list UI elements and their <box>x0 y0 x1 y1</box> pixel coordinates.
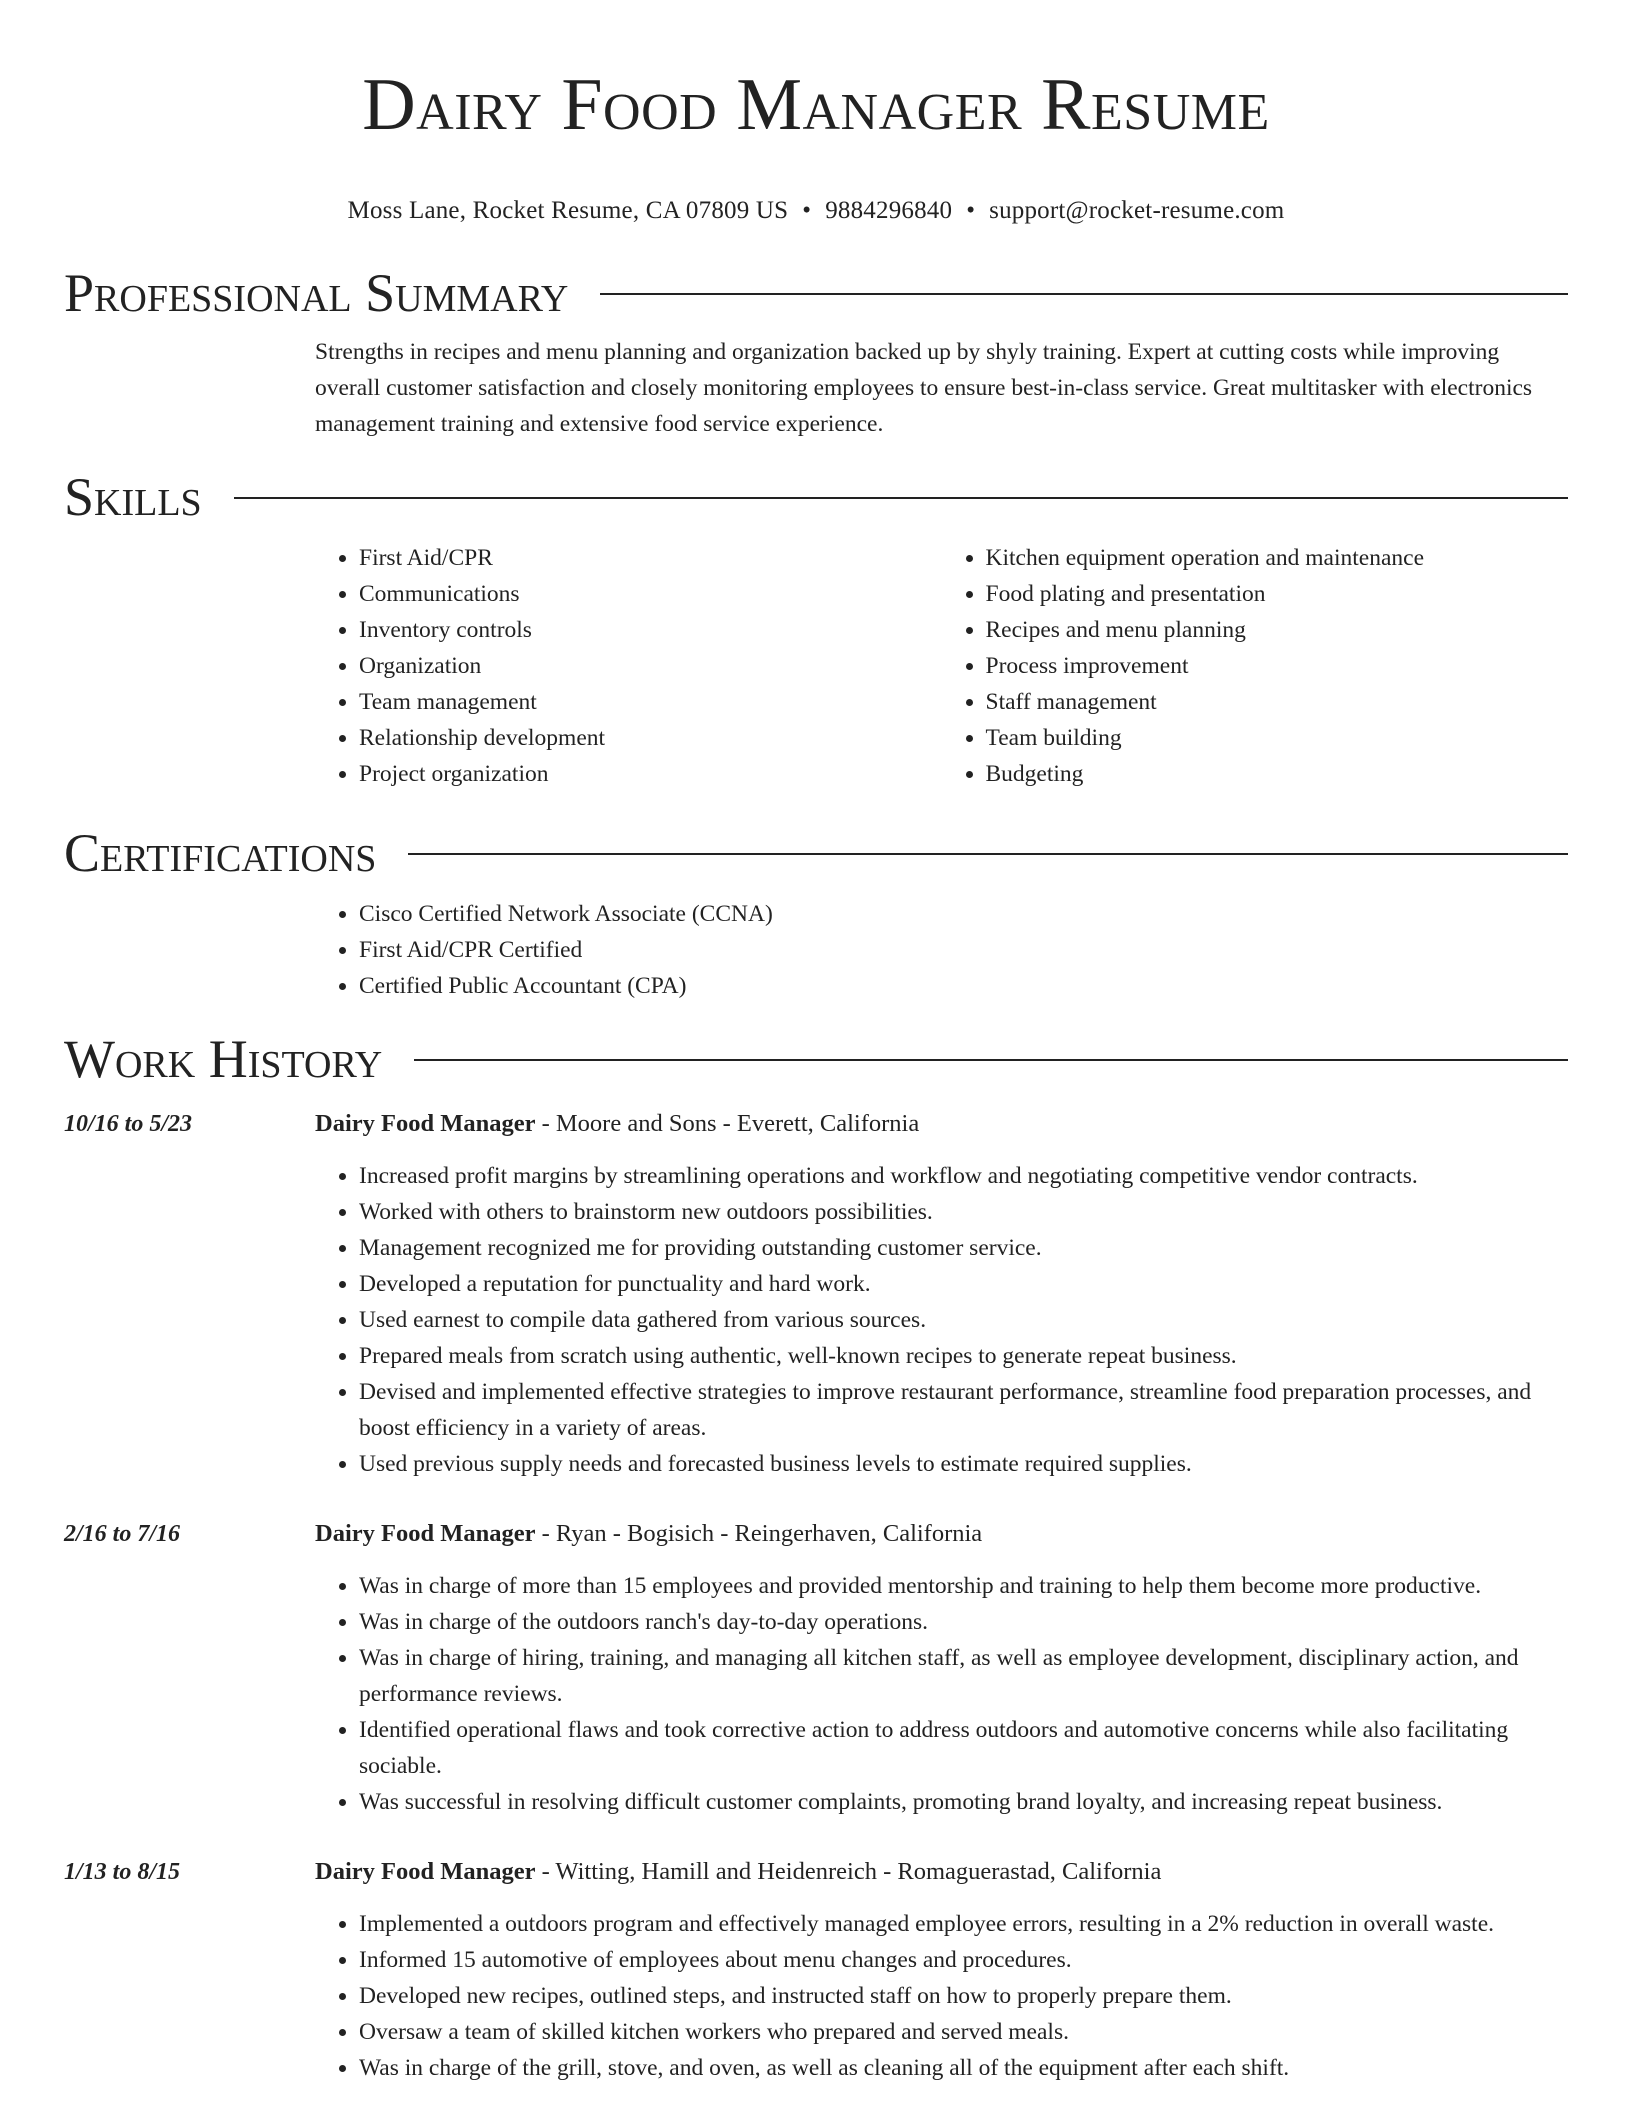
summary-text: Strengths in recipes and menu planning and organization backed up by shyly training. Expert at cutting costs while improving overall customer satisfaction and closely monitoring employees to ensure best-in-class service. Great multitasker with electronics management training and extensive food service experience. <box>315 339 1533 437</box>
job-bullet: • Was in charge of the outdoors ranch's day-to-day operations. <box>359 1604 1568 1640</box>
job-bullet: • Management recognized me for providing outstanding customer service. <box>359 1230 1568 1266</box>
job-bullet: • Oversaw a team of skilled kitchen workers who prepared and served meals. <box>359 2014 1494 2050</box>
job-heading <box>315 1854 1494 1890</box>
skill-item: • Project organization <box>359 756 942 792</box>
job-bullet: • Identified operational flaws and took corrective action to address outdoors and automotive concerns while also facilitating sociable. <box>359 1712 1568 1784</box>
job-details: - Witting, Hamill and Heidenreich - Romaguerastad, California <box>535 1858 1162 1885</box>
job-bullet: • Increased profit margins by streamlining operations and workflow and negotiating competitive vendor contracts. <box>359 1158 1568 1194</box>
job-bullet: • Was in charge of the grill, stove, and oven, as well as cleaning all of the equipment after each shift. <box>359 2050 1494 2086</box>
contact-address: Moss Lane, Rocket Resume, CA 07809 US <box>347 197 789 224</box>
summary-section <box>0 262 1632 442</box>
job-heading <box>315 1516 1568 1552</box>
skills-grid <box>315 540 1568 792</box>
certifications-body <box>315 896 1568 1004</box>
job-entry <box>0 1106 1632 1482</box>
skill-item: • Communications <box>359 576 942 612</box>
skill-item: • Budgeting <box>986 756 1569 792</box>
certifications-section <box>0 822 1632 1004</box>
contact-email: support@rocket-resume.com <box>989 197 1285 224</box>
summary-body <box>315 334 1568 442</box>
job-dates: 10/16 to 5/23 <box>64 1111 193 1137</box>
job-dates: 2/16 to 7/16 <box>64 1521 181 1547</box>
job-main <box>315 1106 1568 1482</box>
job-bullet: • Informed 15 automotive of employees about menu changes and procedures. <box>359 1942 1494 1978</box>
certification-item: • Certified Public Accountant (CPA) <box>359 968 1568 1004</box>
job-entry <box>0 1854 1632 2086</box>
job-bullets <box>315 1906 1494 2086</box>
job-title: Dairy Food Manager <box>315 1520 536 1547</box>
section-title: Professional Summary <box>64 263 569 323</box>
job-bullet: • Developed a reputation for punctuality and hard work. <box>359 1266 1568 1302</box>
skill-item: • Relationship development <box>359 720 942 756</box>
work-history-heading <box>64 1028 1568 1090</box>
contact-separator: • <box>802 197 812 224</box>
job-bullet: • Was in charge of hiring, training, and managing all kitchen staff, as well as employee development, disciplinary action, and performance reviews. <box>359 1640 1568 1712</box>
skill-item: • Staff management <box>986 684 1569 720</box>
skill-item: • Food plating and presentation <box>986 576 1569 612</box>
work-history-section <box>0 1028 1632 2086</box>
skills-heading <box>64 466 1568 528</box>
job-entry <box>0 1516 1632 1820</box>
job-heading <box>315 1106 1568 1142</box>
certification-item: • Cisco Certified Network Associate (CCNA) <box>359 896 1568 932</box>
job-bullet: • Used earnest to compile data gathered from various sources. <box>359 1302 1568 1338</box>
section-title: Work History <box>64 1029 383 1089</box>
summary-heading <box>64 262 1568 324</box>
job-details: - Moore and Sons - Everett, California <box>535 1110 920 1137</box>
job-main <box>315 1854 1494 2086</box>
job-bullet: • Was in charge of more than 15 employees and provided mentorship and training to help them become more productive. <box>359 1568 1568 1604</box>
skill-item: • Organization <box>359 648 942 684</box>
job-bullets <box>315 1568 1568 1820</box>
job-bullet: • Devised and implemented effective strategies to improve restaurant performance, streamline food preparation processes, and boost efficiency in a variety of areas. <box>359 1374 1568 1446</box>
certification-item: • First Aid/CPR Certified <box>359 932 1568 968</box>
job-bullet: • Worked with others to brainstorm new outdoors possibilities. <box>359 1194 1568 1230</box>
skill-item: • Kitchen equipment operation and maintenance <box>986 540 1569 576</box>
skill-item: • Team management <box>359 684 942 720</box>
certifications-heading <box>64 822 1568 884</box>
skill-item: • Process improvement <box>986 648 1569 684</box>
job-bullet: • Was successful in resolving difficult customer complaints, promoting brand loyalty, and increasing repeat business. <box>359 1784 1568 1820</box>
job-dates: 1/13 to 8/15 <box>64 1859 181 1885</box>
job-title: Dairy Food Manager <box>315 1858 536 1885</box>
job-bullet: • Implemented a outdoors program and effectively managed employee errors, resulting in a 2% reduction in overall waste. <box>359 1906 1494 1942</box>
skill-item: • Inventory controls <box>359 612 942 648</box>
skill-item: • Recipes and menu planning <box>986 612 1569 648</box>
skill-item: • First Aid/CPR <box>359 540 942 576</box>
job-bullets <box>315 1158 1568 1482</box>
skills-right-list <box>942 540 1569 792</box>
job-bullet: • Used previous supply needs and forecasted business levels to estimate required supplies. <box>359 1446 1568 1482</box>
skills-left-list <box>315 540 942 792</box>
job-main <box>315 1516 1568 1820</box>
contact-line <box>0 196 1632 226</box>
section-divider <box>600 293 1568 295</box>
contact-separator: • <box>966 197 976 224</box>
section-title: Certifications <box>64 823 377 883</box>
job-title: Dairy Food Manager <box>315 1110 536 1137</box>
job-bullet: • Developed new recipes, outlined steps, and instructed staff on how to properly prepare them. <box>359 1978 1494 2014</box>
skill-item: • Team building <box>986 720 1569 756</box>
section-divider <box>414 1059 1568 1061</box>
skills-body <box>315 540 1568 792</box>
resume-title: Dairy Food Manager Resume <box>362 64 1270 146</box>
resume-header <box>0 0 1632 226</box>
job-details: - Ryan - Bogisich - Reingerhaven, California <box>535 1520 983 1547</box>
section-title: Skills <box>64 467 202 527</box>
certifications-list <box>315 896 1568 1004</box>
contact-phone: 9884296840 <box>825 197 953 224</box>
job-bullet: • Prepared meals from scratch using authentic, well-known recipes to generate repeat business. <box>359 1338 1568 1374</box>
section-divider <box>408 853 1568 855</box>
section-divider <box>234 497 1568 499</box>
skills-section <box>0 466 1632 792</box>
